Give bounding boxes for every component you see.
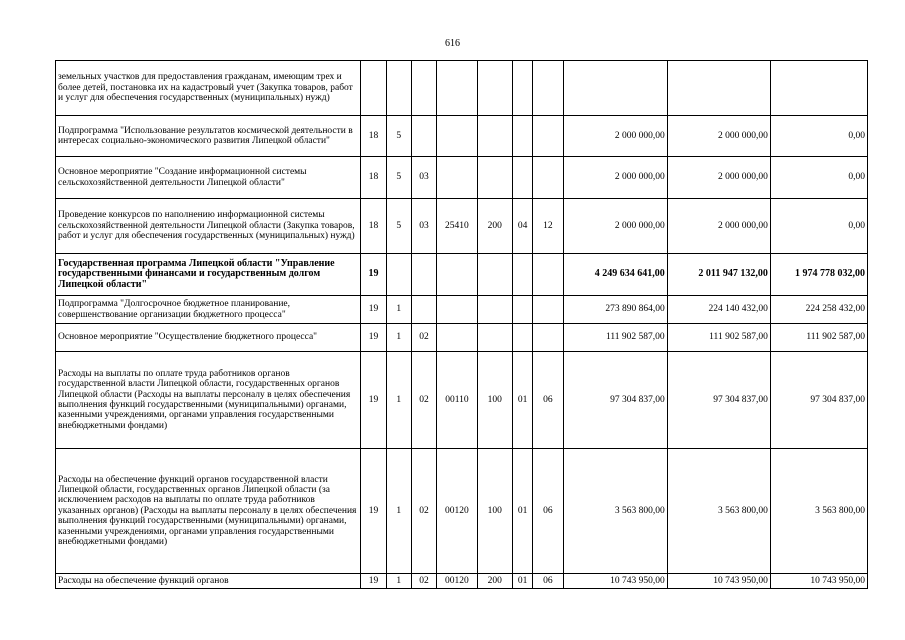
sum-3: 1 974 778 032,00 (770, 254, 867, 296)
sum-2 (667, 61, 770, 116)
pp-code: 1 (386, 352, 411, 449)
rz-code (513, 254, 533, 296)
sum-3: 97 304 837,00 (770, 352, 867, 449)
table-row (56, 61, 868, 116)
pr-code (533, 296, 563, 324)
gp-code (361, 61, 386, 116)
row-name: Проведение конкурсов по наполнению информационной системы сельскохозяйственной деятельности Липецкой области (Закупка товаров, работ и услуг для обеспечения государственных (муниципальных) нужд) (56, 199, 361, 254)
sum-1: 111 902 587,00 (563, 324, 667, 352)
sum-3: 224 258 432,00 (770, 296, 867, 324)
sum-1: 97 304 837,00 (563, 352, 667, 449)
gp-code: 19 (361, 324, 386, 352)
table-row (56, 574, 868, 589)
row-name: Подпрограмма "Долгосрочное бюджетное планирование, совершенствование организации бюджетного процесса" (56, 296, 361, 324)
vr-code: 100 (477, 352, 512, 449)
rz-code: 01 (513, 449, 533, 574)
table-row (56, 157, 868, 199)
cs-code (437, 296, 477, 324)
gp-code: 19 (361, 296, 386, 324)
rz-code: 01 (513, 352, 533, 449)
om-code: 02 (411, 449, 436, 574)
om-code: 03 (411, 199, 436, 254)
row-name: Расходы на обеспечение функций органов государственной власти Липецкой области, государственных органов Липецкой области (за исключением расходов на выплаты по оплате труда работников указанных органов) (Расходы на выплаты персоналу в целях обеспечения выполнения функций государственными (муниципальными) органами, казенными учреждениями, органами управления государственными внебюджетными фондами) (56, 449, 361, 574)
rz-code (513, 296, 533, 324)
table-row (56, 254, 868, 296)
sum-2: 2 000 000,00 (667, 157, 770, 199)
sum-2: 3 563 800,00 (667, 449, 770, 574)
cs-code (437, 116, 477, 157)
sum-2: 2 000 000,00 (667, 116, 770, 157)
pr-code (533, 254, 563, 296)
table-row (56, 199, 868, 254)
rz-code (513, 61, 533, 116)
vr-code: 100 (477, 449, 512, 574)
budget-table (55, 60, 868, 589)
sum-3: 3 563 800,00 (770, 449, 867, 574)
sum-1: 3 563 800,00 (563, 449, 667, 574)
pr-code (533, 116, 563, 157)
rz-code (513, 116, 533, 157)
sum-2: 97 304 837,00 (667, 352, 770, 449)
pp-code: 5 (386, 116, 411, 157)
sum-3 (770, 61, 867, 116)
cs-code: 25410 (437, 199, 477, 254)
pr-code: 06 (533, 352, 563, 449)
om-code: 02 (411, 324, 436, 352)
sum-1: 273 890 864,00 (563, 296, 667, 324)
pp-code: 5 (386, 157, 411, 199)
pp-code: 1 (386, 449, 411, 574)
row-name: Расходы на обеспечение функций органов (56, 574, 361, 589)
cs-code (437, 324, 477, 352)
row-name: земельных участков для предоставления гражданам, имеющим трех и более детей, постановка их на кадастровый учет (Закупка товаров, работ и услуг для обеспечения государственных (муниципальных) нужд) (56, 61, 361, 116)
pp-code: 5 (386, 199, 411, 254)
sum-3: 0,00 (770, 116, 867, 157)
sum-3: 0,00 (770, 157, 867, 199)
sum-3: 111 902 587,00 (770, 324, 867, 352)
om-code (411, 296, 436, 324)
vr-code (477, 116, 512, 157)
sum-2: 2 011 947 132,00 (667, 254, 770, 296)
page-number: 616 (445, 38, 460, 49)
sum-1: 2 000 000,00 (563, 116, 667, 157)
gp-code: 19 (361, 352, 386, 449)
om-code: 03 (411, 157, 436, 199)
sum-3: 10 743 950,00 (770, 574, 867, 589)
pr-code (533, 61, 563, 116)
sum-1: 2 000 000,00 (563, 199, 667, 254)
gp-code: 18 (361, 199, 386, 254)
om-code: 02 (411, 352, 436, 449)
pr-code (533, 324, 563, 352)
row-name: Государственная программа Липецкой области "Управление государственными финансами и государственным долгом Липецкой области" (56, 254, 361, 296)
sum-1: 4 249 634 641,00 (563, 254, 667, 296)
pr-code: 06 (533, 574, 563, 589)
table-row (56, 352, 868, 449)
gp-code: 19 (361, 254, 386, 296)
rz-code: 01 (513, 574, 533, 589)
gp-code: 18 (361, 157, 386, 199)
gp-code: 18 (361, 116, 386, 157)
cs-code (437, 254, 477, 296)
table-row (56, 324, 868, 352)
vr-code: 200 (477, 199, 512, 254)
vr-code (477, 324, 512, 352)
rz-code: 04 (513, 199, 533, 254)
rz-code (513, 324, 533, 352)
om-code: 02 (411, 574, 436, 589)
sum-1: 10 743 950,00 (563, 574, 667, 589)
sum-2: 10 743 950,00 (667, 574, 770, 589)
pp-code: 1 (386, 574, 411, 589)
pp-code (386, 61, 411, 116)
sum-2: 2 000 000,00 (667, 199, 770, 254)
sum-2: 111 902 587,00 (667, 324, 770, 352)
gp-code: 19 (361, 449, 386, 574)
sum-1: 2 000 000,00 (563, 157, 667, 199)
sum-1 (563, 61, 667, 116)
vr-code: 200 (477, 574, 512, 589)
cs-code: 00120 (437, 574, 477, 589)
row-name: Расходы на выплаты по оплате труда работников органов государственной власти Липецкой области, государственных органов Липецкой области (Расходы на выплаты персоналу в целях обеспечения выполнения функций государственными (муниципальными) органами, казенными учреждениями, органами управления государственными внебюджетными фондами) (56, 352, 361, 449)
row-name: Основное мероприятие "Создание информационной системы сельскохозяйственной деятельности Липецкой области" (56, 157, 361, 199)
gp-code: 19 (361, 574, 386, 589)
pp-code: 1 (386, 324, 411, 352)
vr-code (477, 61, 512, 116)
vr-code (477, 296, 512, 324)
om-code (411, 254, 436, 296)
cs-code (437, 157, 477, 199)
cs-code (437, 61, 477, 116)
om-code (411, 116, 436, 157)
om-code (411, 61, 436, 116)
vr-code (477, 157, 512, 199)
pp-code: 1 (386, 296, 411, 324)
pr-code (533, 157, 563, 199)
sum-3: 0,00 (770, 199, 867, 254)
sum-2: 224 140 432,00 (667, 296, 770, 324)
pr-code: 12 (533, 199, 563, 254)
rz-code (513, 157, 533, 199)
table-row (56, 296, 868, 324)
table-row (56, 449, 868, 574)
vr-code (477, 254, 512, 296)
cs-code: 00110 (437, 352, 477, 449)
cs-code: 00120 (437, 449, 477, 574)
row-name: Подпрограмма "Использование результатов космической деятельности в интересах социально-экономического развития Липецкой области" (56, 116, 361, 157)
row-name: Основное мероприятие "Осуществление бюджетного процесса" (56, 324, 361, 352)
pr-code: 06 (533, 449, 563, 574)
pp-code (386, 254, 411, 296)
table-row (56, 116, 868, 157)
